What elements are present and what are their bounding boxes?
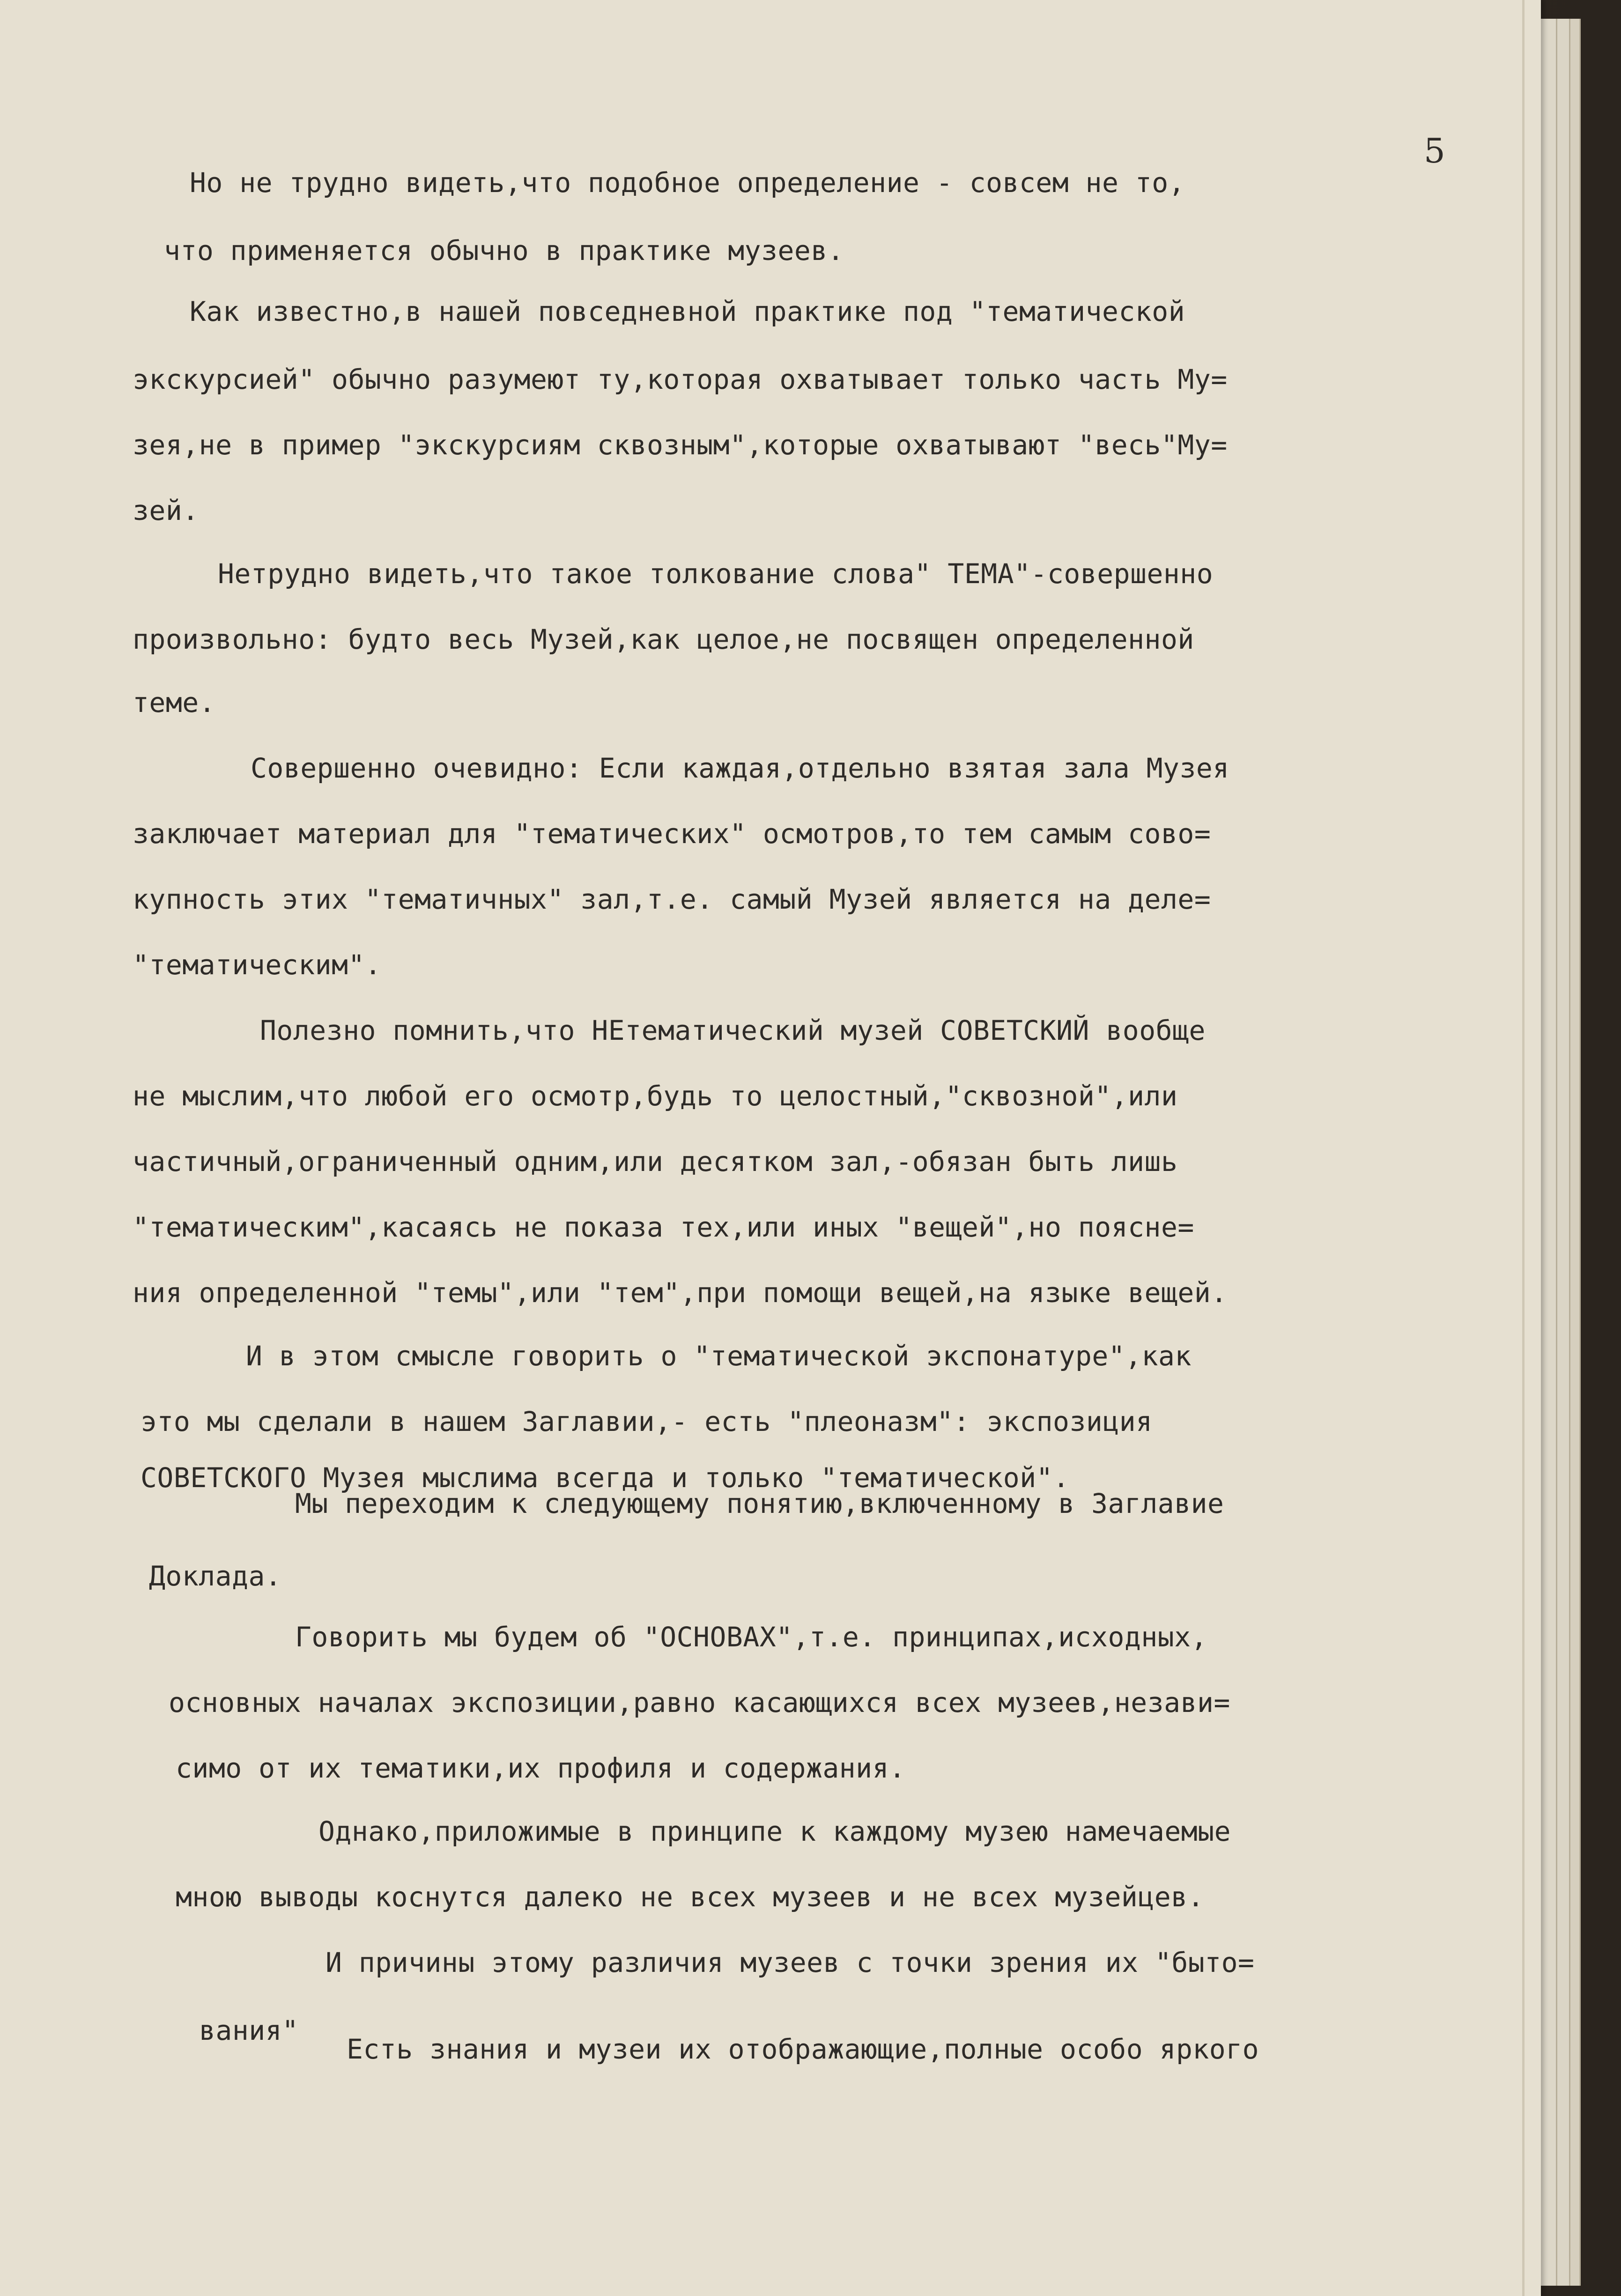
text-line: что применяется обычно в практике музеев. [164,235,844,267]
text-line: "тематическим",касаясь не показа тех,или иных "вещей",но поясне= [133,1211,1194,1243]
text-line: не мыслим,что любой его осмотр,будь то целостный,"сквозной",или [133,1080,1178,1112]
text-line: Но не трудно видеть,что подобное определение - совсем не то, [190,167,1185,199]
text-line: Полезно помнить,что НЕтематический музей СОВЕТСКИЙ вообще [260,1015,1206,1046]
text-line: симо от их тематики,их профиля и содержания. [176,1752,906,1784]
text-line: заключает материал для "тематических" осмотров,то тем самым сово= [133,818,1211,850]
text-line: Как известно,в нашей повседневной практике под "тематической [190,296,1185,327]
text-line: зея,не в пример "экскурсиям сквозным",которые охватывают "весь"Му= [133,429,1228,461]
text-line: "тематическим". [133,949,382,981]
text-line: основных началах экспозиции,равно касающихся всех музеев,незави= [169,1687,1230,1718]
paper-edge [1522,0,1525,2296]
text-line: Говорить мы будем об "ОСНОВАХ",т.е. принципах,исходных, [295,1621,1208,1653]
text-line: Есть знания и музеи их отображающие,полные особо яркого [347,2033,1259,2065]
text-line: теме. [133,687,216,718]
page-number: 5 [1424,131,1445,170]
text-line: вания" [199,2015,299,2046]
text-line: Однако,приложимые в принципе к каждому музею намечаемые [318,1815,1231,1847]
text-line: СОВЕТСКОГО Музея мыслима всегда и только "тематической". [141,1462,1070,1494]
text-line: частичный,ограниченный одним,или десятком зал,-обязан быть лишь [133,1146,1178,1178]
text-line: И в этом смысле говорить о "тематической экспонатуре",как [246,1340,1192,1372]
text-line: Совершенно очевидно: Если каждая,отдельно взятая зала Музея [251,752,1229,784]
text-line: Нетрудно видеть,что такое толкование слова" ТЕМА"-совершенно [218,558,1214,590]
text-line: экскурсией" обычно разумеют ту,которая охватывает только часть Му= [133,363,1228,395]
text-line: купность этих "тематичных" зал,т.е. самый Музей является на деле= [133,883,1211,915]
text-line: мною выводы коснутся далеко не всех музеев и не всех музейцев. [176,1881,1204,1913]
text-line: Мы переходим к следующему понятию,включенному в Заглавие [295,1488,1224,1519]
text-line: И причины этому различия музеев с точки зрения их "быто= [326,1947,1255,1978]
text-line: это мы сделали в нашем Заглавии,- есть "плеоназм": экспозиция [141,1406,1153,1437]
text-line: Доклада. [149,1560,282,1592]
text-line: произвольно: будто весь Музей,как целое,не посвящен определенной [133,623,1194,655]
text-line: ния определенной "темы",или "тем",при помощи вещей,на языке вещей. [133,1277,1228,1309]
text-line: зей. [133,495,199,526]
